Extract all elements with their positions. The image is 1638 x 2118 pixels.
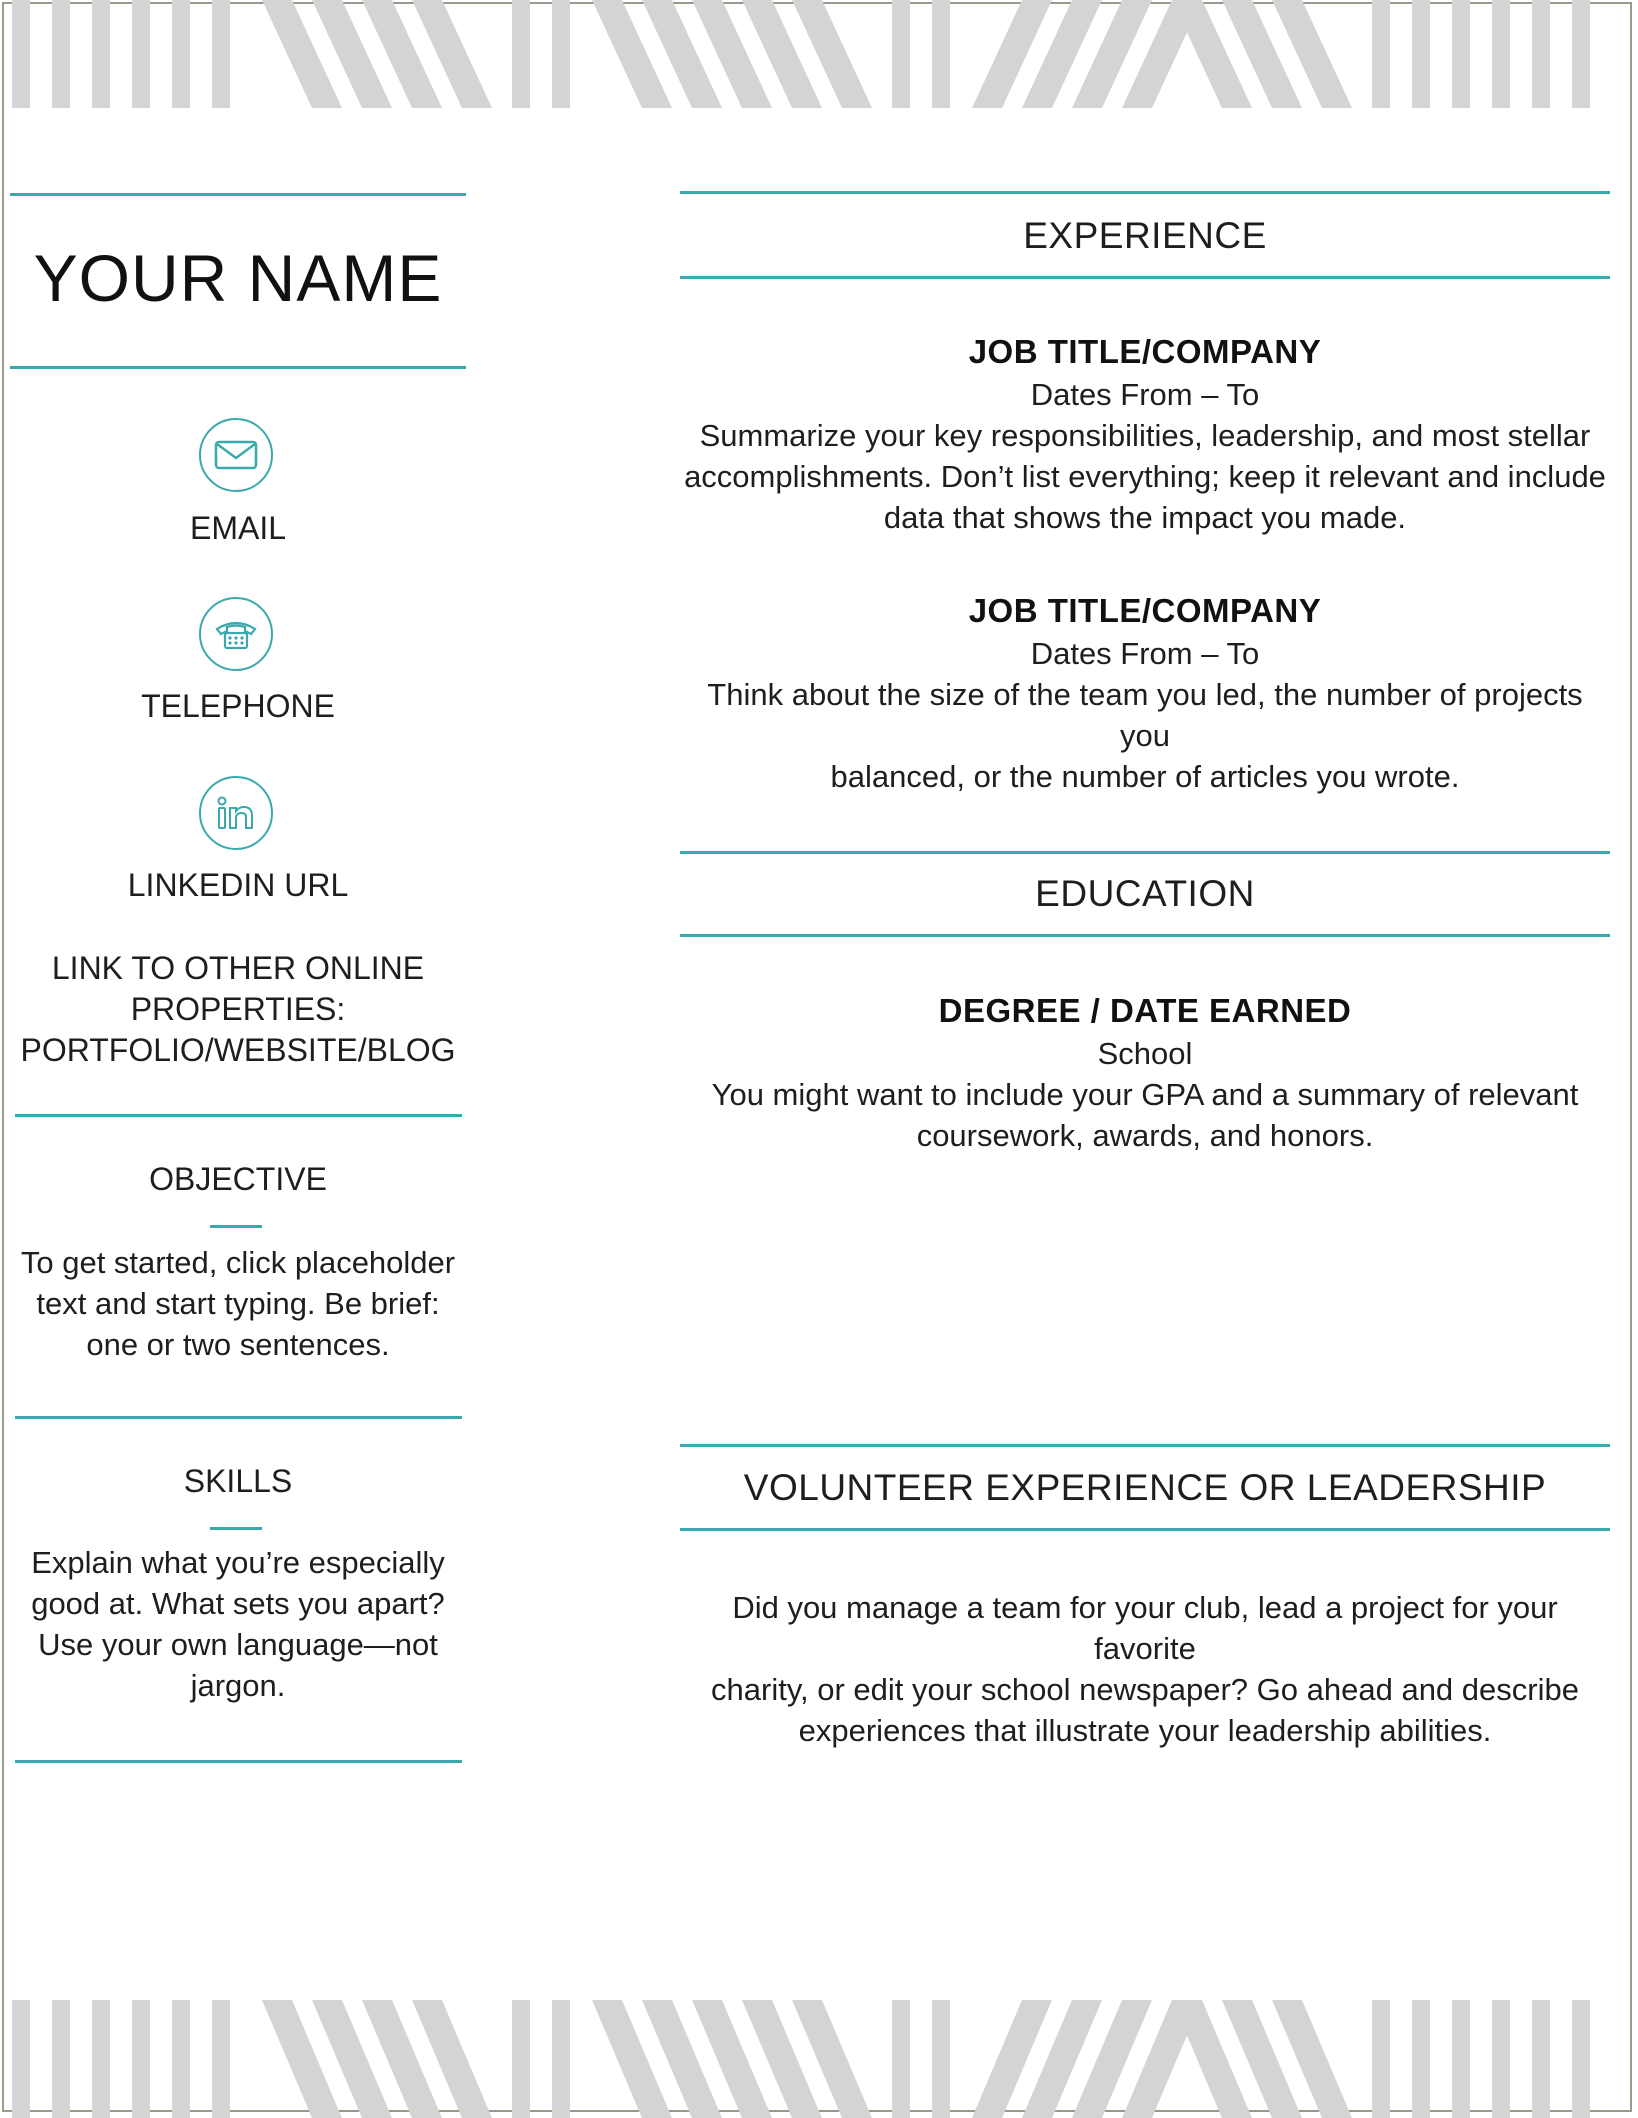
experience-heading[interactable]: EXPERIENCE [1023,215,1267,256]
job-title-1[interactable]: JOB TITLE/COMPANY [968,333,1322,370]
other-links-line: PORTFOLIO/WEBSITE/BLOG [20,1032,456,1068]
name-bottom-rule [10,366,466,369]
objective-heading[interactable]: OBJECTIVE [149,1161,327,1197]
objective-line: one or two sentences. [86,1327,390,1362]
job-description-line: Think about the size of the team you led, the number of projects you [707,677,1583,753]
other-links-line: PROPERTIES: [130,991,346,1027]
top-stripe-band [12,0,1608,108]
volunteer-line: experiences that illustrate your leadership abilities. [798,1713,1492,1748]
job-dates-1[interactable]: Dates From – To [1030,377,1260,412]
other-links[interactable] [10,948,466,1071]
education-bottom-rule [680,934,1610,937]
email-label[interactable]: EMAIL [189,510,287,546]
job-description-line: accomplishments. Don’t list everything; keep it relevant and include [684,459,1606,494]
skills-mini-rule [210,1527,262,1530]
skills-top-rule [15,1416,462,1419]
education-line: coursework, awards, and honors. [916,1118,1374,1153]
education-heading[interactable]: EDUCATION [1035,873,1255,914]
bottom-stripe-band [12,2000,1608,2118]
education-top-rule [680,851,1610,854]
volunteer-bottom-rule [680,1528,1610,1531]
volunteer-description[interactable] [680,1587,1610,1751]
linkedin-label[interactable]: LINKEDIN URL [127,867,349,903]
skills-line: Explain what you’re especially [31,1545,445,1580]
skills-line: jargon. [190,1668,286,1703]
education-line: You might want to include your GPA and a summary of relevant [711,1077,1579,1112]
objective-text[interactable] [10,1242,466,1365]
experience-bottom-rule [680,276,1610,279]
degree-title[interactable]: DEGREE / DATE EARNED [938,992,1352,1029]
telephone-icon [199,597,273,671]
job-dates-2[interactable]: Dates From – To [1030,636,1260,671]
job-description-2[interactable] [680,674,1610,797]
objective-mini-rule [210,1225,262,1228]
envelope-icon [199,418,273,492]
other-links-line: LINK TO OTHER ONLINE [51,950,425,986]
education-description[interactable] [680,1074,1610,1156]
skills-bottom-rule [15,1760,462,1763]
stripe-pattern-top [12,0,1608,108]
skills-line: Use your own language—not [38,1627,438,1662]
objective-top-rule [15,1114,462,1117]
experience-top-rule [680,191,1610,194]
skills-heading[interactable]: SKILLS [183,1463,293,1499]
job-description-line: balanced, or the number of articles you wrote. [830,759,1460,794]
job-description-line: data that shows the impact you made. [883,500,1407,535]
job-title-2[interactable]: JOB TITLE/COMPANY [968,592,1322,629]
volunteer-line: charity, or edit your school newspaper? Go ahead and describe [711,1672,1579,1707]
job-description-1[interactable] [680,415,1610,538]
linkedin-icon [199,776,273,850]
volunteer-top-rule [680,1444,1610,1447]
skills-text[interactable] [10,1542,466,1706]
school-name[interactable]: School [1097,1036,1193,1071]
stripe-pattern-bottom [12,2000,1608,2118]
telephone-label[interactable]: TELEPHONE [141,688,335,724]
volunteer-heading[interactable]: VOLUNTEER EXPERIENCE OR LEADERSHIP [743,1467,1547,1508]
volunteer-line: Did you manage a team for your club, lead a project for your favorite [732,1590,1558,1666]
your-name[interactable]: YOUR NAME [33,241,443,315]
job-description-line: Summarize your key responsibilities, leadership, and most stellar [699,418,1591,453]
objective-line: To get started, click placeholder [20,1245,456,1280]
objective-line: text and start typing. Be brief: [36,1286,440,1321]
name-top-rule [10,193,466,196]
skills-line: good at. What sets you apart? [31,1586,445,1621]
